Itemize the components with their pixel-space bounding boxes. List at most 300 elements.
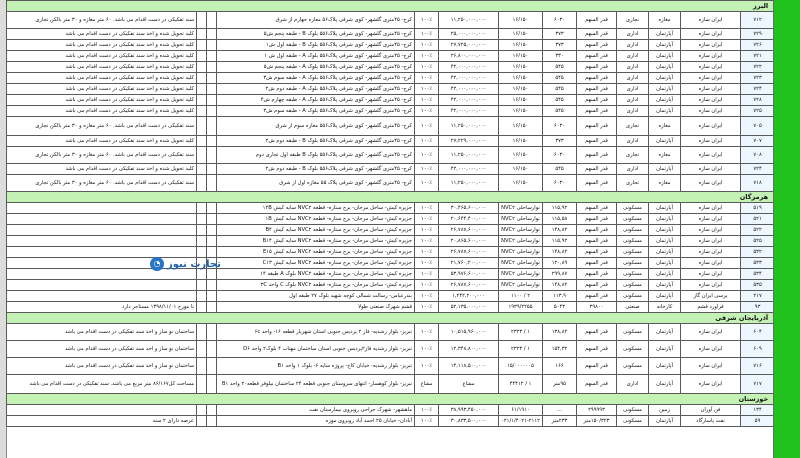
pct-cell: ۱۰۰٪ (415, 51, 439, 62)
status-cell: قدر السهم (577, 95, 617, 106)
price-cell: ۳۰,۸۳۳,۵۰۰,۰۰۰ (439, 416, 499, 427)
use-cell: مسکونی (617, 280, 649, 291)
share-cell: ۱۶/۱۵۰ (499, 117, 543, 136)
table-row (7, 164, 775, 175)
status-cell: قدر السهم (577, 247, 617, 258)
use-cell: تجاری (617, 12, 649, 29)
use-cell: مسکونی (617, 341, 649, 358)
addr-cell: تبریز- بلوار رشدیه- خیابان کاج- پروژه سایه ۶- بلوک ۱ واحد B۱ (217, 358, 415, 375)
section-title: البرز (7, 1, 775, 12)
empty-cell (197, 136, 207, 147)
share-cell: ۱۶/۱۵۰ (499, 40, 543, 51)
type-cell: آپارتمان (649, 40, 681, 51)
code-cell: ۷۱۷ (741, 375, 775, 394)
type-cell: آپارتمان (649, 73, 681, 84)
owner-cell: ایران سازه (681, 358, 741, 375)
code-cell: ۲۱۷ (741, 291, 775, 302)
empty-cell (197, 247, 207, 258)
price-cell: ۲۷,۲۲۹,۰۰۰,۰۰۰ (439, 136, 499, 147)
note-cell: کلید تحویل شده و اخذ سند تفکیکی در دست اقدام می باشد (7, 95, 197, 106)
area-cell: ۱۶۶ (543, 358, 577, 375)
pct-cell: مشاع (415, 375, 439, 394)
empty-cell (197, 40, 207, 51)
use-cell: مسکونی (617, 258, 649, 269)
area-cell: ۱۱۵,۹۲ (543, 203, 577, 214)
owner-cell: ایران سازه (681, 324, 741, 341)
use-cell: مسکونی (617, 214, 649, 225)
addr-cell: ماهشهر- شهرک جراحی روبروی بیمارستان نفت (217, 405, 415, 416)
addr-cell: تبریز- بلوار رشدیه فاز۲پردیس جنوبی استان ساختمان مهتاب ۴ بلوک۲ واحد D۶ (217, 341, 415, 358)
price-cell: ۲۰,۸۶۵,۶۰۰,۰۰۰ (439, 236, 499, 247)
price-cell: ۱۱,۲۵۰,۰۰۰,۰۰۰ (439, 175, 499, 192)
note-cell: عرصه دارای ۲ سند (7, 416, 197, 427)
price-cell: ۲۶,۷۸۷,۶۰۰,۰۰۰ (439, 225, 499, 236)
owner-cell: ایران سازه (681, 147, 741, 164)
empty-cell (207, 29, 217, 40)
empty-cell (207, 136, 217, 147)
share-cell: ۱۶/۱۵۰ (499, 164, 543, 175)
use-cell: اداری (617, 95, 649, 106)
table-row (7, 258, 775, 269)
empty-cell (207, 302, 217, 313)
addr-cell: کرج- ۴۵متری گلشهر- کوی شرقی پلاک۵۵۶ مغازه سوم از شرق (217, 117, 415, 136)
empty-cell (197, 302, 207, 313)
area-cell: ۳۷۳ (543, 29, 577, 40)
empty-cell (197, 416, 207, 427)
table-row (7, 269, 775, 280)
table-row (7, 84, 775, 95)
owner-cell: ایران سازه (681, 84, 741, 95)
code-cell: ۷۲۸ (741, 95, 775, 106)
use-cell: مسکونی (617, 291, 649, 302)
share-cell: نوارساحلی NVC۲ (499, 269, 543, 280)
code-cell: ۹۳ (741, 302, 775, 313)
area-cell: ۱۴۸,۸۲ (543, 247, 577, 258)
table-row (7, 405, 775, 416)
type-cell: مغازه (649, 175, 681, 192)
use-cell: مسکونی (617, 405, 649, 416)
table-row (7, 225, 775, 236)
empty-cell (207, 203, 217, 214)
type-cell: آپارتمان (649, 136, 681, 147)
note-cell (7, 214, 197, 225)
area-cell: ۶۰۳۰ (543, 175, 577, 192)
share-cell: ۱ / ۲۳۲۳ (499, 341, 543, 358)
empty-cell (207, 51, 217, 62)
note-cell: مساحت کل۸۶/۱۶۷ متر مربع می باشد. سند تفکیکی در دست اقدام می باشد (7, 375, 197, 394)
addr-cell: تبریز- بلوار رشدیه- فاز ۲ پردیس جنوبی استان شهریار قطعه ۱۶- واحد ۶c (217, 324, 415, 341)
price-cell: ۲۱,۷۶۰,۲۰۰,۰۰۰ (439, 258, 499, 269)
section-title: آذربایجان شرقی (7, 313, 775, 324)
use-cell: تجاری (617, 117, 649, 136)
price-cell: ۴۲,۰۰۰,۰۰۰,۰۰۰ (439, 73, 499, 84)
area-cell: ۵۴۵ (543, 106, 577, 117)
table-row (7, 62, 775, 73)
note-cell (7, 247, 197, 258)
pct-cell: ۱۰۰٪ (415, 225, 439, 236)
status-cell: قدر السهم (577, 291, 617, 302)
owner-cell: ایران سازه (681, 73, 741, 84)
empty-cell (197, 106, 207, 117)
empty-cell (207, 84, 217, 95)
pct-cell: ۱۰۰٪ (415, 95, 439, 106)
use-cell: مسکونی (617, 247, 649, 258)
note-cell: کلید تحویل شده و اخذ سند تفکیکی در دست اقدام می باشد (7, 164, 197, 175)
addr-cell: کرج- ۴۵متری گلشهر- کوی شرقی پلاک۵۵۶ بلوک A - طبقه اول ش ۱ (217, 51, 415, 62)
owner-cell: ایران سازه (681, 95, 741, 106)
addr-cell: کرج- ۴۵متری گلشهر- کوی شرقی پلاک۵۵۶ بلوک B - طبقه اول ش۱ (217, 40, 415, 51)
use-cell: مسکونی (617, 269, 649, 280)
share-cell: ۲ / ۱۱۰۰ (499, 291, 543, 302)
empty-cell (197, 214, 207, 225)
addr-cell: قشم شهرک صنعتی طولا (217, 302, 415, 313)
note-cell (7, 405, 197, 416)
empty-cell (197, 280, 207, 291)
table-row (7, 175, 775, 192)
table-row (7, 214, 775, 225)
note-cell: سند تفکیکی در دست اقدام می باشد. ۶۰ متر مغازه و ۳۰ متر بالکن تجاری (7, 147, 197, 164)
section-title: خوزستان (7, 394, 775, 405)
price-cell: ۲۶,۷۸۷,۶۰۰,۰۰۰ (439, 280, 499, 291)
type-cell: آپارتمان (649, 84, 681, 95)
pct-cell: ۱۰۰٪ (415, 214, 439, 225)
price-cell: ۲۵,۰۰۰,۰۰۰,۰۰۰ (439, 29, 499, 40)
status-cell: قدر السهم (577, 73, 617, 84)
addr-cell: کرج- ۴۵متری گلشهر- کوی شرقی پلاک۵۵۶ بلوک A - طبقه پنجم ش۵ (217, 62, 415, 73)
price-cell: ۴۲,۰۰۰,۰۰۰,۰۰۰ (439, 106, 499, 117)
note-cell: کلید تحویل شده و اخذ سند تفکیکی در دست اقدام می باشد (7, 40, 197, 51)
owner-cell: نفت پاسارگاد (681, 416, 741, 427)
table-row (7, 375, 775, 394)
area-cell: ۳۳۰ (543, 51, 577, 62)
empty-cell (207, 214, 217, 225)
area-cell: ۱۳۸,۸۲ (543, 324, 577, 341)
empty-cell (207, 175, 217, 192)
use-cell: اداری (617, 51, 649, 62)
code-cell: ۷۰۵ (741, 117, 775, 136)
status-cell: قدر السهم (577, 84, 617, 95)
note-cell (7, 280, 197, 291)
empty-cell (197, 117, 207, 136)
section-header (7, 394, 775, 405)
empty-cell (207, 12, 217, 29)
type-cell: آپارتمان (649, 358, 681, 375)
code-cell: ۷۰۸ (741, 147, 775, 164)
watermark-logo-icon: ◔ (150, 257, 164, 271)
status-cell: قدر السهم (577, 269, 617, 280)
table-row (7, 324, 775, 341)
use-cell: اداری (617, 40, 649, 51)
type-cell: آپارتمان (649, 164, 681, 175)
status-cell: قدر السهم (577, 341, 617, 358)
share-cell: ۱۶/۱۵۰ (499, 175, 543, 192)
owner-cell: پرسی ایران گاز (681, 291, 741, 302)
type-cell: آپارتمان (649, 269, 681, 280)
addr-cell: جزیره کیش- ساحل مرجان- برج ستاره- قطعه NVC۲ سایه کیش E۱۵ (217, 247, 415, 258)
pct-cell: ۱۰۰٪ (415, 405, 439, 416)
owner-cell: ایران سازه (681, 375, 741, 394)
right-rail (773, 0, 800, 458)
empty-cell (207, 375, 217, 394)
use-cell: مسکونی (617, 236, 649, 247)
pct-cell: ۱۰۰٪ (415, 147, 439, 164)
empty-cell (197, 175, 207, 192)
addr-cell: جزیره کیش- ساحل مرجان- برج ستاره- قطعه NVC۲ بلوک A طبقه ۱۴ (217, 269, 415, 280)
table-row (7, 302, 775, 313)
owner-cell: ایران سازه (681, 136, 741, 147)
price-cell: ۵۲,۱۳۵,۰۰۰,۰۰۰ (439, 302, 499, 313)
empty-cell (207, 236, 217, 247)
table-row (7, 341, 775, 358)
addr-cell: کرج- ۴۵متری گلشهر- کوی شرقی پلاک۵۶ معازه جهارم از شرق (217, 12, 415, 29)
addr-cell: جزیره کیش- ساحل مرجان- برج ستاره- قطعه NVC۲ سایه کیش B۴ (217, 225, 415, 236)
owner-cell: ایران سازه (681, 341, 741, 358)
section-header (7, 192, 775, 203)
table-row (7, 203, 775, 214)
type-cell: آپارتمان (649, 51, 681, 62)
note-cell: سند تفکیکی در دست اقدام می باشد. ۶۰ متر مغازه و ۳۰ متر بالکن تجاری (7, 12, 197, 29)
owner-cell: ایران سازه (681, 164, 741, 175)
owner-cell: ایران سازه (681, 62, 741, 73)
share-cell: نوارساحلی NVC۲ (499, 214, 543, 225)
type-cell: آپارتمان (649, 324, 681, 341)
note-cell: تا مورخ ۱۳۹۸/۱۱/۰۱ مستاجر دارد (7, 302, 197, 313)
price-cell: ۱۱,۲۵۰,۰۰۰,۰۰۰ (439, 147, 499, 164)
code-cell: ۷۲۱ (741, 51, 775, 62)
code-cell: ۷۰۷ (741, 136, 775, 147)
status-cell: قدر السهم (577, 136, 617, 147)
area-cell: ۵۰۴۳ (543, 302, 577, 313)
type-cell: آپارتمان (649, 416, 681, 427)
share-cell: نوارساحلی NVC۲ (499, 225, 543, 236)
owner-cell: ایران سازه (681, 247, 741, 258)
addr-cell: کرج- ۴۵متری گلشهر- کوی شرقی پلاک۵۵۶ بلوک B - طبقه دوم ش۲ (217, 136, 415, 147)
price-cell: ۵۳,۹۷۶,۶۰۰,۰۰۰ (439, 269, 499, 280)
status-cell: قدر السهم (577, 164, 617, 175)
empty-cell (207, 280, 217, 291)
area-cell: ۱۴۸,۸۲ (543, 225, 577, 236)
type-cell: آپارتمان (649, 341, 681, 358)
table-row (7, 236, 775, 247)
pct-cell: ۱۰۰٪ (415, 291, 439, 302)
price-cell: ۱۰,۵۱۵,۹۶۰,۰۰۰ (439, 324, 499, 341)
owner-cell: ایران سازه (681, 29, 741, 40)
watermark (150, 257, 221, 271)
empty-cell (197, 358, 207, 375)
table-row (7, 73, 775, 84)
status-cell: ۳۹۸۰۰ (577, 302, 617, 313)
status-cell: قدر السهم (577, 147, 617, 164)
owner-cell: ایران سازه (681, 225, 741, 236)
type-cell: آپارتمان (649, 203, 681, 214)
owner-cell: ایران سازه (681, 280, 741, 291)
share-cell: ۰۲۱/۱/۴۰۲۱-۲۱۱۲ (499, 416, 543, 427)
price-cell: ۱۱,۲۵۰,۰۰۰,۰۰۰ (439, 117, 499, 136)
pct-cell: ۱۰۰٪ (415, 258, 439, 269)
empty-cell (207, 324, 217, 341)
addr-cell: جزیره کیش- ساحل مرجان- برج ستاره- قطعه NVC۲ سایه کیش ۱B (217, 214, 415, 225)
use-cell: اداری (617, 62, 649, 73)
share-cell: ۱۶/۱۵۰ (499, 84, 543, 95)
area-cell: ۱۱۵,۵۸ (543, 214, 577, 225)
type-cell: آپارتمان (649, 106, 681, 117)
table-row (7, 40, 775, 51)
code-cell: ۷۲۳ (741, 73, 775, 84)
share-cell: نوارساحلی NVC۲ (499, 203, 543, 214)
code-cell: ۱۳۴ (741, 405, 775, 416)
pct-cell: ۱۰۰٪ (415, 324, 439, 341)
property-table (6, 0, 775, 427)
note-cell: سند تفکیکی در دست اقدام می باشد. ۶۰ متر مغازه و ۳۰ متر بالکن تجاری (7, 175, 197, 192)
empty-cell (197, 84, 207, 95)
use-cell: اداری (617, 375, 649, 394)
pct-cell: ۱۰۰٪ (415, 175, 439, 192)
pct-cell: ۱۰۰٪ (415, 106, 439, 117)
status-cell: قدر السهم (577, 280, 617, 291)
table-row (7, 416, 775, 427)
code-cell: ۵۳۳ (741, 258, 775, 269)
area-cell: ۱۵۴,۳۲ (543, 341, 577, 358)
status-cell: ۲۹۹۹۹۳ (577, 405, 617, 416)
pct-cell: ۱۰۰٪ (415, 416, 439, 427)
price-cell: ۲۰,۶۴۴,۴۰۰,۰۰۰ (439, 214, 499, 225)
area-cell: ۶۰۳۰ (543, 12, 577, 29)
addr-cell: جزیره کیش- ساحل مرجان- برج ستاره- قطعه NVC۲ سایه کیش B۱۴ (217, 236, 415, 247)
use-cell: اداری (617, 29, 649, 40)
empty-cell (197, 341, 207, 358)
empty-cell (197, 236, 207, 247)
addr-cell: کرج- ۴۵متری گلشهر- کوی شرقی پلاک۵۵۶ بلوک B طبقه اول تجاری دوم (217, 147, 415, 164)
area-cell: ۶۰۳۰ (543, 147, 577, 164)
code-cell: ۷۱۶ (741, 358, 775, 375)
empty-cell (197, 95, 207, 106)
status-cell: قدر السهم (577, 214, 617, 225)
empty-cell (197, 29, 207, 40)
area-cell: ۱۴۸,۸۲ (543, 280, 577, 291)
use-cell: اداری (617, 84, 649, 95)
status-cell: قدر السهم (577, 12, 617, 29)
empty-cell (207, 164, 217, 175)
pct-cell: ۱۰۰٪ (415, 164, 439, 175)
addr-cell: کرج- ۴۵متری گلشهر- کوی شرقی پلاک ۵۵ مغازه اول از شرق (217, 175, 415, 192)
code-cell: ۷۲۶ (741, 40, 775, 51)
type-cell: مغازه (649, 12, 681, 29)
type-cell: آپارتمان (649, 236, 681, 247)
use-cell: اداری (617, 136, 649, 147)
use-cell: مسکونی (617, 416, 649, 427)
pct-cell: ۱۰۰٪ (415, 117, 439, 136)
share-cell: ۱۶/۱۵۰ (499, 29, 543, 40)
share-cell: ۱۶/۱۵۰ (499, 62, 543, 73)
section-header (7, 313, 775, 324)
area-cell: ۱۱۳,۹ (543, 291, 577, 302)
empty-cell (207, 405, 217, 416)
share-cell: ۱۶/۱۵۰ (499, 136, 543, 147)
area-cell: ۹۵متر (543, 375, 577, 394)
type-cell: آپارتمان (649, 375, 681, 394)
status-cell: قدر السهم (577, 175, 617, 192)
table-row (7, 247, 775, 258)
note-cell (7, 291, 197, 302)
pct-cell: ۱۰۰٪ (415, 84, 439, 95)
empty-cell (207, 147, 217, 164)
type-cell: مغازه (649, 147, 681, 164)
price-cell: ۴۲,۰۰۰,۰۰۰,۰۰۰ (439, 164, 499, 175)
code-cell: ۷۲۵ (741, 106, 775, 117)
share-cell: ۱۶/۱۵۰ (499, 95, 543, 106)
note-cell (7, 225, 197, 236)
owner-cell: ایران سازه (681, 203, 741, 214)
area-cell: ۳۷۳ (543, 136, 577, 147)
pct-cell: ۱۰۰٪ (415, 29, 439, 40)
share-cell: ۱۶/۱۵۰ (499, 51, 543, 62)
note-cell (7, 203, 197, 214)
use-cell: اداری (617, 164, 649, 175)
note-cell: سند تفکیکی در دست اقدام می باشد. ۶۰ متر مغازه و ۳۰ متر بالکن تجاری (7, 117, 197, 136)
status-cell: قدر السهم (577, 29, 617, 40)
code-cell: ۵۲۲ (741, 225, 775, 236)
table-row (7, 136, 775, 147)
empty-cell (197, 164, 207, 175)
empty-cell (207, 416, 217, 427)
pct-cell: ۱۰۰٪ (415, 73, 439, 84)
price-cell: ۴۲,۰۰۰,۰۰۰,۰۰۰ (439, 95, 499, 106)
owner-cell: ایران سازه (681, 269, 741, 280)
pct-cell: ۱۰۰٪ (415, 269, 439, 280)
code-cell: ۷۲۴ (741, 164, 775, 175)
empty-cell (207, 40, 217, 51)
pct-cell: ۱۰۰٪ (415, 40, 439, 51)
type-cell: آپارتمان (649, 62, 681, 73)
table-row (7, 117, 775, 136)
empty-cell (197, 51, 207, 62)
share-cell: ۱۵/۰۰۰۰۰۰۵ (499, 358, 543, 375)
use-cell: مسکونی (617, 358, 649, 375)
share-cell: ۱۹۳۹/۲۲۵۵ (499, 302, 543, 313)
note-cell: ساختمان نو ساز و اخذ سند تفکیکی در دست اقدام می باشد (7, 358, 197, 375)
code-cell: ۵۳۲ (741, 247, 775, 258)
addr-cell: جزیره کیش- ساحل مرجان- برج ستاره- قطعه NVC۲ بلوک C واحد ۳C (217, 280, 415, 291)
type-cell: آپارتمان (649, 214, 681, 225)
area-cell: ۵۴۵ (543, 73, 577, 84)
use-cell: مسکونی (617, 324, 649, 341)
owner-cell: ایران سازه (681, 117, 741, 136)
price-cell: ۲۷,۷۲۵,۰۰۰,۰۰۰ (439, 40, 499, 51)
use-cell: تجاری (617, 175, 649, 192)
share-cell: ۱ / ۴۴۴۱۲ (499, 375, 543, 394)
price-cell: ۴۲,۰۰۰,۰۰۰,۰۰۰ (439, 62, 499, 73)
addr-cell: کرج- ۴۵متری گلشهر- کوی شرقی پلاک۵۵۶ بلوک B - طبقه پنجم ش۵ (217, 29, 415, 40)
code-cell: ۵۹ (741, 416, 775, 427)
note-cell: کلید تحویل شده و اخذ سند تفکیکی در دست اقدام می باشد (7, 73, 197, 84)
pct-cell: ۱۰۰٪ (415, 62, 439, 73)
empty-cell (197, 225, 207, 236)
empty-cell (207, 106, 217, 117)
owner-cell: ایران سازه (681, 175, 741, 192)
table-row (7, 358, 775, 375)
type-cell: آپارتمان (649, 247, 681, 258)
type-cell: آپارتمان (649, 95, 681, 106)
type-cell: آپارتمان (649, 258, 681, 269)
note-cell: کلید تحویل شده و اخذ سند تفکیکی در دست اقدام می باشد (7, 106, 197, 117)
empty-cell (207, 95, 217, 106)
addr-cell: کرج- ۴۵متری گلشهر- کوی شرقی پلاک۵۵۶ بلوک A - طبقه سوم ش۳ (217, 73, 415, 84)
table-row (7, 147, 775, 164)
price-cell: ۲۶,۸۰۰,۰۰۰,۰۰۰ (439, 51, 499, 62)
type-cell: آپارتمان (649, 29, 681, 40)
owner-cell: فراورد قشم (681, 302, 741, 313)
addr-cell: کرج- ۴۵متری گلشهر- کوی شرقی پلاک۵۵۶ بلوک A - طبقه سوم ش۳ (217, 106, 415, 117)
